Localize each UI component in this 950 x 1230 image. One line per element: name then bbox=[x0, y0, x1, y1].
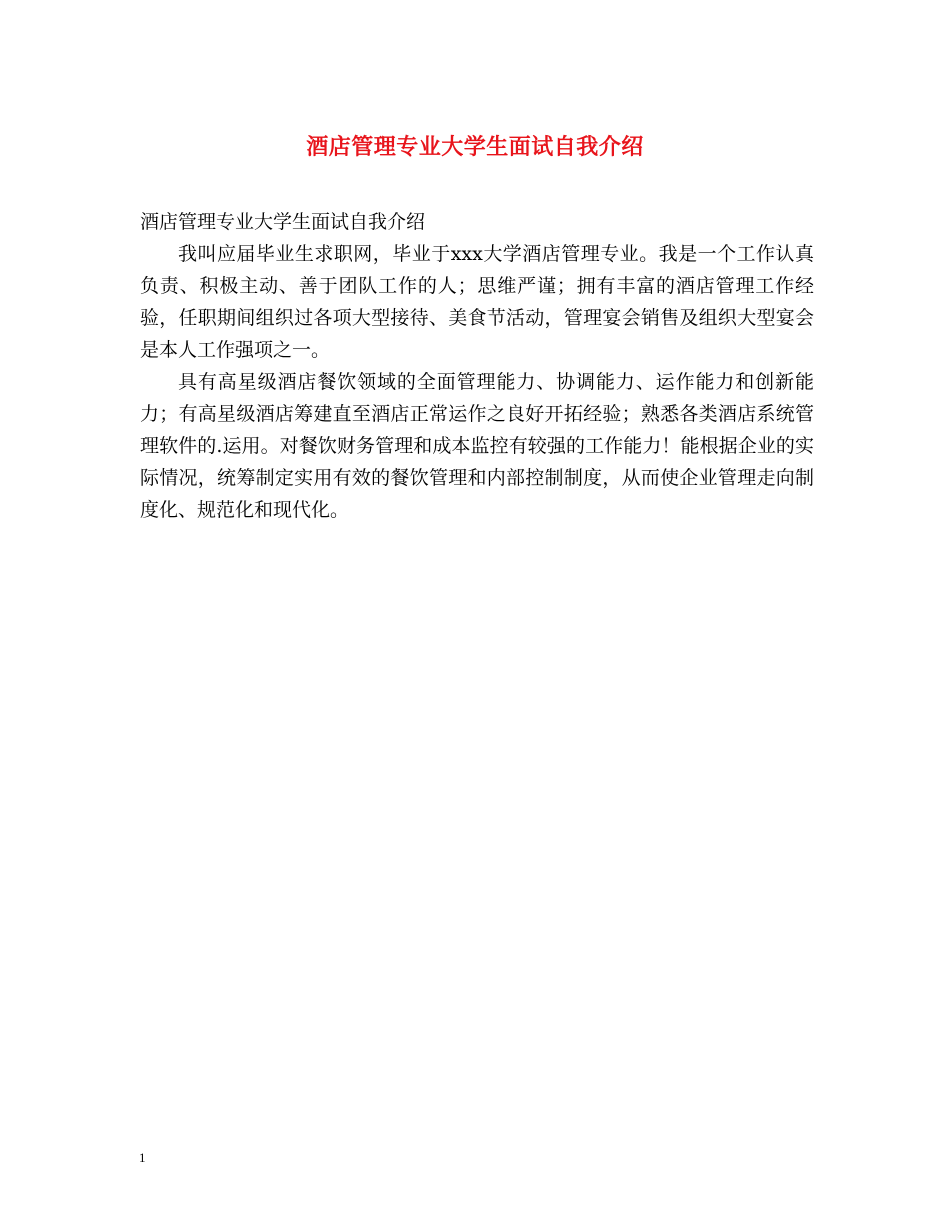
page-number: 1 bbox=[139, 1150, 146, 1165]
paragraph-abilities: 具有高星级酒店餐饮领域的全面管理能力、协调能力、运作能力和创新能力；有高星级酒店筹建直至酒店正常运作之良好开拓经验；熟悉各类酒店系统管理软件的.运用。对餐饮财务管理和成本监控有较强的工作能力！能根据企业的实际情况，统筹制定实用有效的餐饮管理和内部控制制度，从而使企业管理走向制度化、规范化和现代化。 bbox=[140, 371, 814, 521]
paragraph-intro: 我叫应届毕业生求职网，毕业于xxx大学酒店管理专业。我是一个工作认真负责、积极主动、善于团队工作的人；思维严谨；拥有丰富的酒店管理工作经验，任职期间组织过各项大型接待、美食节活动，管理宴会销售及组织大型宴会是本人工作强项之一。 bbox=[140, 243, 814, 361]
document-title: 酒店管理专业大学生面试自我介绍 bbox=[306, 134, 644, 160]
document-body bbox=[140, 206, 814, 526]
document-subtitle: 酒店管理专业大学生面试自我介绍 bbox=[140, 211, 426, 233]
